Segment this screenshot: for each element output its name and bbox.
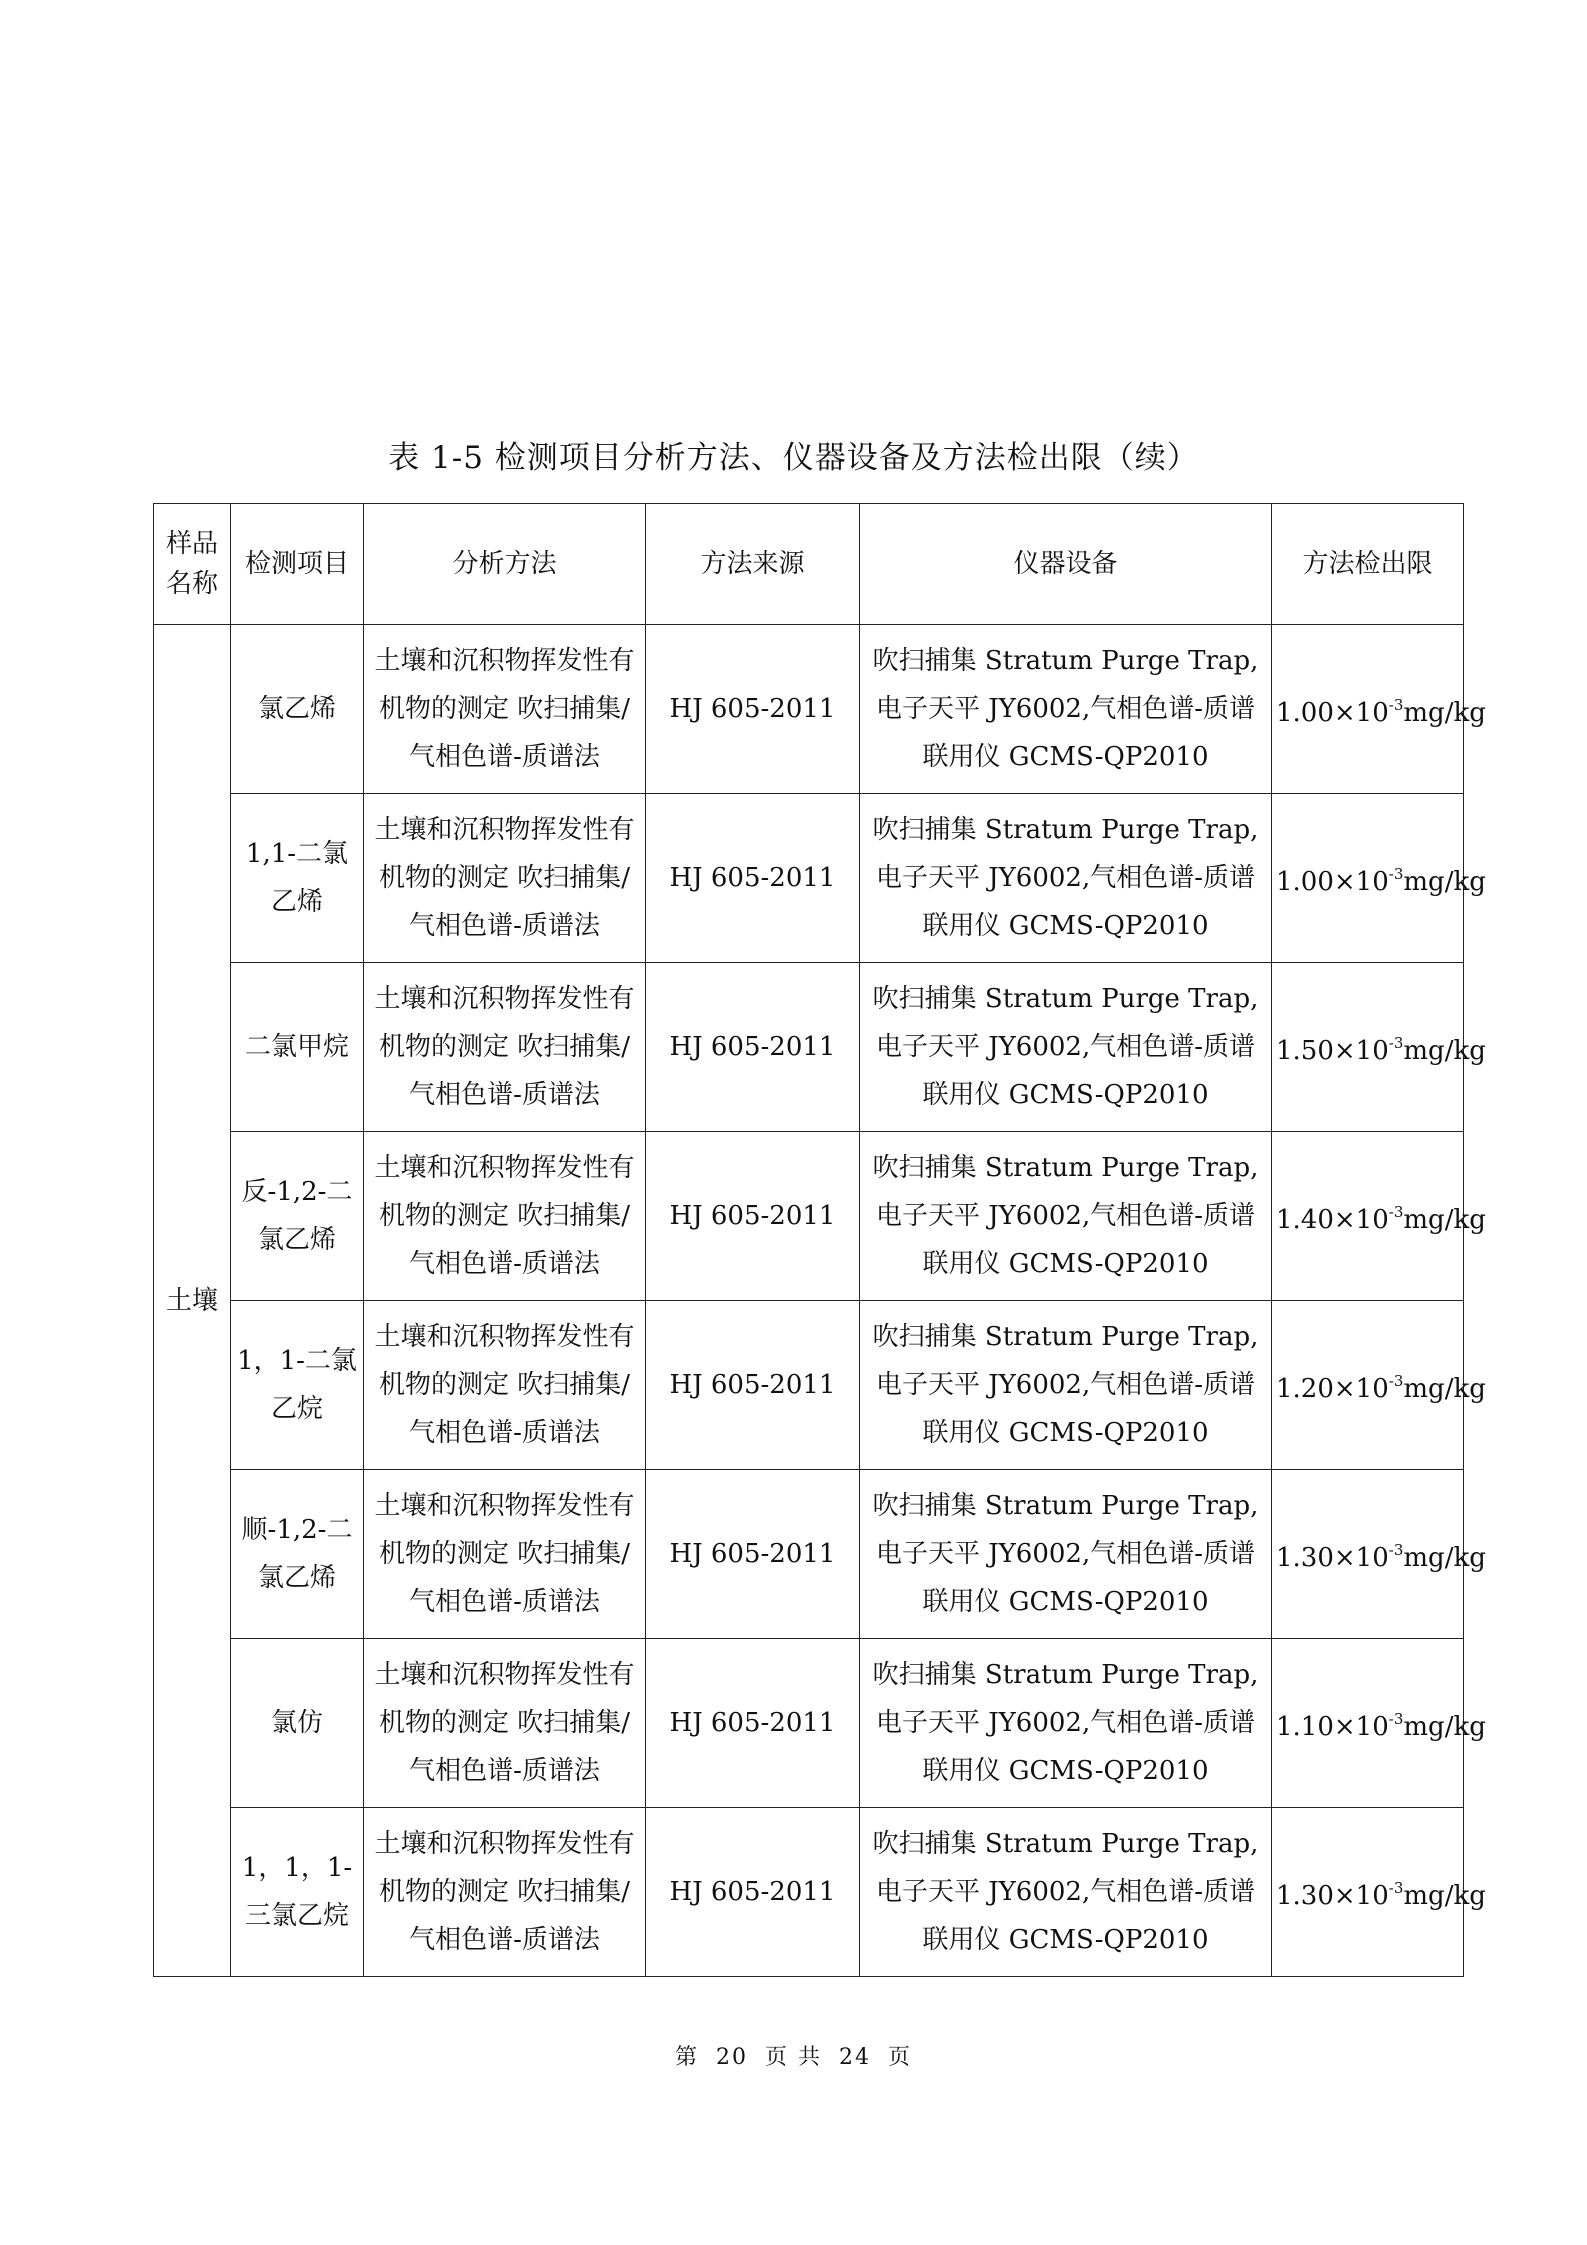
sample-name-cell: 土壤 [154,625,231,1977]
equipment-cell: 吹扫捕集 Stratum Purge Trap,电子天平 JY6002,气相色谱-质谱联用仪 GCMS-QP2010 [860,1808,1272,1977]
table-row [154,963,1464,1132]
detection-methods-table [153,503,1486,1977]
table-header-row [154,504,1464,625]
page-footer [0,2040,1587,2071]
header-analysis-method: 分析方法 [364,504,646,625]
source-cell: HJ 605-2011 [646,1132,860,1301]
item-cell: 二氯甲烷 [231,963,364,1132]
item-cell: 1，1，1-三氯乙烷 [231,1808,364,1977]
limit-cell: $1.10\times 10^{-3}mg/kg$ [1272,1639,1464,1808]
source-cell: HJ 605-2011 [646,1808,860,1977]
equipment-cell: 吹扫捕集 Stratum Purge Trap,电子天平 JY6002,气相色谱-质谱联用仪 GCMS-QP2010 [860,625,1272,794]
table-row [154,794,1464,963]
limit-cell: $1.00\times 10^{-3}mg/kg$ [1272,794,1464,963]
table-row [154,1301,1464,1470]
limit-cell: $1.30\times 10^{-3}mg/kg$ [1272,1808,1464,1977]
limit-cell: $1.20\times 10^{-3}mg/kg$ [1272,1301,1464,1470]
equipment-cell: 吹扫捕集 Stratum Purge Trap,电子天平 JY6002,气相色谱-质谱联用仪 GCMS-QP2010 [860,794,1272,963]
method-cell: 土壤和沉积物挥发性有机物的测定 吹扫捕集/气相色谱-质谱法 [364,1808,646,1977]
table-row [154,1808,1464,1977]
limit-cell: $1.40\times 10^{-3}mg/kg$ [1272,1132,1464,1301]
source-cell: HJ 605-2011 [646,1301,860,1470]
footer-middle: 页 共 [765,2045,822,2070]
header-method-source: 方法来源 [646,504,860,625]
equipment-cell: 吹扫捕集 Stratum Purge Trap,电子天平 JY6002,气相色谱-质谱联用仪 GCMS-QP2010 [860,1132,1272,1301]
footer-suffix: 页 [888,2045,913,2070]
source-cell: HJ 605-2011 [646,1639,860,1808]
method-cell: 土壤和沉积物挥发性有机物的测定 吹扫捕集/气相色谱-质谱法 [364,625,646,794]
header-detection-limit: 方法检出限 [1272,504,1464,625]
item-cell: 氯乙烯 [231,625,364,794]
current-page-number: 20 [716,2045,748,2070]
equipment-cell: 吹扫捕集 Stratum Purge Trap,电子天平 JY6002,气相色谱-质谱联用仪 GCMS-QP2010 [860,1301,1272,1470]
method-cell: 土壤和沉积物挥发性有机物的测定 吹扫捕集/气相色谱-质谱法 [364,1639,646,1808]
footer-prefix: 第 [674,2045,699,2070]
item-cell: 顺-1,2-二氯乙烯 [231,1470,364,1639]
item-cell: 反-1,2-二氯乙烯 [231,1132,364,1301]
header-detection-item: 检测项目 [231,504,364,625]
limit-cell: $1.00\times 10^{-3}mg/kg$ [1272,625,1464,794]
header-equipment: 仪器设备 [860,504,1272,625]
item-cell: 氯仿 [231,1639,364,1808]
method-cell: 土壤和沉积物挥发性有机物的测定 吹扫捕集/气相色谱-质谱法 [364,1301,646,1470]
table-row [154,625,1464,794]
table-row [154,1132,1464,1301]
method-cell: 土壤和沉积物挥发性有机物的测定 吹扫捕集/气相色谱-质谱法 [364,794,646,963]
equipment-cell: 吹扫捕集 Stratum Purge Trap,电子天平 JY6002,气相色谱-质谱联用仪 GCMS-QP2010 [860,1639,1272,1808]
method-cell: 土壤和沉积物挥发性有机物的测定 吹扫捕集/气相色谱-质谱法 [364,1470,646,1639]
limit-cell: $1.50\times 10^{-3}mg/kg$ [1272,963,1464,1132]
item-cell: 1,1-二氯乙烯 [231,794,364,963]
source-cell: HJ 605-2011 [646,1470,860,1639]
method-cell: 土壤和沉积物挥发性有机物的测定 吹扫捕集/气相色谱-质谱法 [364,1132,646,1301]
table-title: 表 1-5 检测项目分析方法、仪器设备及方法检出限（续） [388,440,1199,476]
equipment-cell: 吹扫捕集 Stratum Purge Trap,电子天平 JY6002,气相色谱-质谱联用仪 GCMS-QP2010 [860,963,1272,1132]
total-pages-number: 24 [839,2045,871,2070]
table-row [154,1639,1464,1808]
source-cell: HJ 605-2011 [646,625,860,794]
source-cell: HJ 605-2011 [646,794,860,963]
source-cell: HJ 605-2011 [646,963,860,1132]
method-cell: 土壤和沉积物挥发性有机物的测定 吹扫捕集/气相色谱-质谱法 [364,963,646,1132]
equipment-cell: 吹扫捕集 Stratum Purge Trap,电子天平 JY6002,气相色谱-质谱联用仪 GCMS-QP2010 [860,1470,1272,1639]
header-sample-name: 样品名称 [154,504,231,625]
limit-cell: $1.30\times 10^{-3}mg/kg$ [1272,1470,1464,1639]
item-cell: 1，1-二氯乙烷 [231,1301,364,1470]
table-row [154,1470,1464,1639]
